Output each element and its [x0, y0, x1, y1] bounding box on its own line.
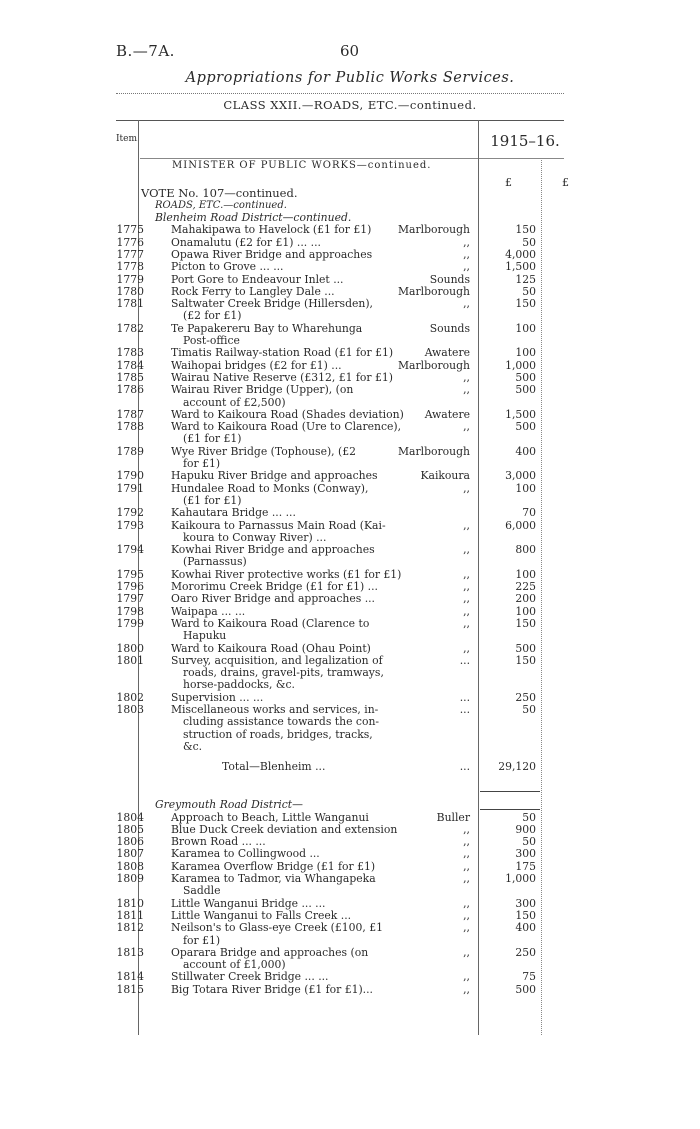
item-district: ,, [463, 260, 470, 274]
year-column-left-rule [478, 120, 479, 1035]
item-district: ,, [463, 641, 470, 655]
item-number: 1803 [116, 703, 144, 716]
item-description: Ward to Kaikoura Road (Shades deviation) [171, 407, 404, 421]
item-description-continued: roads, drains, gravel-pits, tramways, [183, 666, 384, 680]
item-number: 1799 [116, 616, 144, 630]
item-district: Awatere [424, 407, 470, 421]
item-description: Oparara Bridge and approaches (on [171, 945, 369, 959]
item-district: ,, [463, 945, 470, 959]
item-number: 1814 [116, 970, 144, 984]
item-description: Stillwater Creek Bridge ... ... [171, 970, 329, 984]
item-district: ,, [463, 297, 470, 311]
header-bottom-rule [140, 158, 564, 159]
item-description: Wairau River Bridge (Upper), (on [171, 383, 354, 397]
item-description: Ward to Kaikoura Road (Clarence to [171, 616, 370, 630]
item-amount: 70 [522, 506, 536, 520]
item-district: ,, [463, 481, 470, 495]
vote-heading: VOTE No. 107—continued. [141, 186, 298, 200]
item-number: 1791 [116, 481, 144, 495]
item-amount: 125 [515, 272, 536, 286]
item-number: 1782 [116, 321, 144, 335]
item-number: 1793 [116, 518, 144, 532]
item-number: 1807 [116, 847, 144, 861]
document-reference: B.—7A. [116, 42, 175, 60]
item-district: Kaikoura [420, 469, 470, 483]
district-heading: Blenheim Road District—continued. [155, 211, 352, 224]
item-number: 1779 [116, 272, 144, 286]
item-description-continued: horse-paddocks, &c. [183, 678, 295, 692]
item-amount: 800 [515, 543, 536, 557]
item-number: 1813 [116, 945, 144, 959]
item-description: Saltwater Creek Bridge (Hillersden), [171, 297, 373, 311]
item-description: Karamea Overflow Bridge (£1 for £1) [171, 859, 376, 873]
item-amount: 100 [515, 567, 536, 581]
item-number: 1810 [116, 896, 144, 910]
item-amount: 50 [522, 810, 536, 824]
item-description: Rock Ferry to Langley Dale ... [171, 284, 335, 298]
item-district: ,, [463, 518, 470, 532]
item-amount: 500 [515, 420, 536, 434]
item-district: ,, [463, 592, 470, 606]
class-heading: CLASS XXII.—ROADS, ETC.—continued. [223, 98, 477, 112]
item-amount: 175 [515, 859, 536, 873]
item-description-continued: for £1) [183, 933, 221, 947]
item-district: ,, [463, 235, 470, 249]
item-amount: 150 [515, 616, 536, 630]
item-description: Mahakipawa to Havelock (£1 for £1) [171, 223, 372, 237]
item-district: Marlborough [398, 223, 470, 237]
item-amount: 250 [515, 690, 536, 704]
item-description: Opawa River Bridge and approaches [171, 247, 373, 261]
item-number: 1775 [116, 223, 144, 237]
item-district: ,, [463, 921, 470, 935]
item-description: Mororimu Creek Bridge (£1 for £1) ... [171, 580, 378, 593]
item-number: 1794 [116, 543, 144, 557]
page-title: Appropriations for Public Works Services. [185, 70, 515, 86]
pound-symbol-1: £ [505, 176, 512, 189]
item-number: 1809 [116, 872, 144, 885]
item-district: ,, [463, 982, 470, 996]
item-number: 1797 [116, 592, 144, 606]
item-number: 1808 [116, 859, 144, 873]
item-description: Kowhai River protective works (£1 for £1) [171, 567, 402, 581]
item-amount: 200 [515, 592, 536, 606]
item-description: Hundalee Road to Monks (Conway), [171, 481, 369, 495]
item-number: 1806 [116, 835, 144, 849]
total-bottom-rule [480, 809, 540, 810]
item-description: Waipapa ... ... [171, 604, 246, 618]
item-description: Port Gore to Endeavour Inlet ... [171, 272, 344, 286]
item-description-continued: (£1 for £1) [183, 432, 242, 446]
item-number: 1801 [116, 653, 144, 667]
item-description: Picton to Grove ... ... [171, 260, 284, 274]
item-description: Waihopai bridges (£2 for £1) ... [171, 358, 342, 372]
item-number: 1777 [116, 247, 144, 261]
item-district: ,, [463, 847, 470, 861]
item-amount: 50 [522, 835, 536, 849]
item-description: Kahautara Bridge ... ... [171, 506, 296, 520]
item-district: ,, [463, 420, 470, 434]
table-top-rule [116, 120, 564, 121]
item-number: 1795 [116, 567, 144, 581]
item-number: 1778 [116, 260, 144, 274]
item-description-continued: for £1) [183, 457, 221, 470]
item-number: 1780 [116, 284, 144, 298]
title-rule [116, 93, 564, 94]
item-description: Survey, acquisition, and legalization of [171, 653, 383, 667]
item-district: ,, [463, 822, 470, 836]
item-description-continued: (Parnassus) [183, 555, 247, 569]
item-column-label: Item. [116, 134, 140, 144]
item-description: Onamalutu (£2 for £1) ... ... [171, 235, 321, 249]
item-description: Hapuku River Bridge and approaches [171, 469, 378, 483]
item-amount: 1,000 [505, 358, 536, 372]
item-amount: 250 [515, 945, 536, 959]
item-description-continued: Hapuku [183, 629, 227, 643]
item-district: ,, [463, 604, 470, 618]
item-amount: 900 [515, 822, 536, 836]
item-district: ... [459, 703, 470, 716]
item-amount: 300 [515, 896, 536, 910]
item-number: 1792 [116, 506, 144, 520]
item-description-continued: Saddle [183, 884, 221, 898]
item-number: 1790 [116, 469, 144, 483]
item-amount: 75 [522, 970, 536, 984]
item-number: 1802 [116, 690, 144, 704]
item-description: Approach to Beach, Little Wanganui [171, 810, 369, 824]
item-number: 1781 [116, 297, 144, 311]
item-description: Wairau Native Reserve (£312, £1 for £1) [171, 370, 393, 384]
year-column-label: 1915–16. [490, 132, 560, 150]
total-amount: 29,120 [498, 760, 536, 774]
item-district: ... [459, 653, 470, 667]
item-description: Supervision ... ... [171, 690, 264, 704]
item-description: Brown Road ... ... [171, 835, 266, 849]
minister-heading: MINISTER OF PUBLIC WORKS—continued. [172, 160, 432, 171]
item-number: 1805 [116, 822, 144, 836]
item-description-continued: Post-office [183, 334, 240, 347]
item-amount: 500 [515, 982, 536, 996]
total-dots: ... [459, 760, 470, 774]
item-district: ,, [463, 835, 470, 849]
item-district: ,, [463, 247, 470, 261]
item-number: 1812 [116, 921, 144, 935]
item-district: Sounds [429, 321, 470, 335]
item-number: 1786 [116, 383, 144, 397]
item-district: Marlborough [398, 444, 470, 458]
item-amount: 225 [515, 580, 536, 593]
item-amount: 150 [515, 908, 536, 922]
item-amount: 50 [522, 235, 536, 249]
total-top-rule [480, 791, 540, 792]
item-number: 1787 [116, 407, 144, 421]
pound-symbol-2: £ [562, 176, 569, 189]
item-number: 1800 [116, 641, 144, 655]
item-amount: 500 [515, 641, 536, 655]
item-description: Little Wanganui to Falls Creek ... [171, 908, 352, 922]
item-amount: 100 [515, 481, 536, 495]
item-number: 1784 [116, 358, 144, 372]
item-description-continued: &c. [183, 739, 203, 753]
item-description: Oaro River Bridge and approaches ... [171, 592, 375, 606]
item-amount: 150 [515, 223, 536, 237]
item-amount: 100 [515, 321, 536, 335]
item-number: 1776 [116, 235, 144, 249]
item-description: Ward to Kaikoura Road (Ure to Clarence), [171, 420, 402, 434]
amount-column-divider [541, 158, 542, 1035]
item-district: ,, [463, 580, 470, 593]
item-description: Te Papakereru Bay to Wharehunga [171, 321, 363, 335]
item-description-continued: (£1 for £1) [183, 493, 242, 507]
item-description: Kowhai River Bridge and approaches [171, 543, 375, 557]
item-description: Kaikoura to Parnassus Main Road (Kai- [171, 518, 386, 532]
item-district: Marlborough [398, 358, 470, 372]
item-description: Ward to Kaikoura Road (Ohau Point) [171, 641, 371, 655]
item-amount: 3,000 [505, 469, 536, 483]
item-description: Wye River Bridge (Tophouse), (£2 [171, 444, 356, 458]
item-description: Little Wanganui Bridge ... ... [171, 896, 326, 910]
item-district: ,, [463, 896, 470, 910]
page-number: 60 [340, 42, 360, 60]
item-district: ,, [463, 859, 470, 873]
item-description: Timatis Railway-station Road (£1 for £1) [171, 346, 394, 360]
item-amount: 500 [515, 383, 536, 397]
item-description-continued: account of £1,000) [183, 958, 286, 972]
item-amount: 50 [522, 284, 536, 298]
district-heading: Greymouth Road District— [155, 798, 303, 812]
item-number: 1804 [116, 810, 144, 824]
item-district: ,, [463, 616, 470, 630]
item-amount: 6,000 [505, 518, 536, 532]
item-district: Sounds [429, 272, 470, 286]
item-district: Buller [436, 810, 470, 824]
item-amount: 500 [515, 370, 536, 384]
item-district: ... [459, 690, 470, 704]
roads-subheading: ROADS, ETC.—continued. [155, 200, 287, 211]
item-description-continued: struction of roads, bridges, tracks, [183, 727, 373, 741]
item-amount: 1,000 [505, 872, 536, 885]
item-number: 1796 [116, 580, 144, 593]
item-description-continued: koura to Conway River) ... [183, 530, 327, 544]
item-district: ,, [463, 543, 470, 557]
item-amount: 100 [515, 346, 536, 360]
item-description: Neilson's to Glass-eye Creek (£100, £1 [171, 921, 383, 935]
item-description: Karamea to Tadmor, via Whangapeka [171, 872, 376, 885]
item-district: ,, [463, 567, 470, 581]
item-number: 1811 [116, 908, 144, 922]
item-description: Karamea to Collingwood ... [171, 847, 320, 861]
item-amount: 4,000 [505, 247, 536, 261]
item-description-continued: (£2 for £1) [183, 309, 242, 323]
item-description-continued: account of £2,500) [183, 395, 286, 409]
item-amount: 400 [515, 921, 536, 935]
item-district: ,, [463, 908, 470, 922]
item-number: 1785 [116, 370, 144, 384]
item-amount: 150 [515, 297, 536, 311]
item-district: ,, [463, 970, 470, 984]
item-amount: 1,500 [505, 260, 536, 274]
item-description: Big Totara River Bridge (£1 for £1)... [171, 982, 373, 996]
item-description-continued: cluding assistance towards the con- [183, 715, 380, 729]
item-district: ,, [463, 872, 470, 885]
item-number: 1789 [116, 444, 144, 458]
item-amount: 100 [515, 604, 536, 618]
item-amount: 1,500 [505, 407, 536, 421]
item-number: 1783 [116, 346, 144, 360]
item-district: ,, [463, 370, 470, 384]
total-label: Total—Blenheim ... [222, 760, 326, 774]
item-district: Awatere [424, 346, 470, 360]
item-number: 1788 [116, 420, 144, 434]
item-description: Blue Duck Creek deviation and extension [171, 822, 398, 836]
item-amount: 50 [522, 703, 536, 716]
item-amount: 300 [515, 847, 536, 861]
item-description: Miscellaneous works and services, in- [171, 703, 379, 716]
item-amount: 150 [515, 653, 536, 667]
item-number: 1815 [116, 982, 144, 996]
item-district: Marlborough [398, 284, 470, 298]
item-amount: 400 [515, 444, 536, 458]
item-number: 1798 [116, 604, 144, 618]
item-district: ,, [463, 383, 470, 397]
